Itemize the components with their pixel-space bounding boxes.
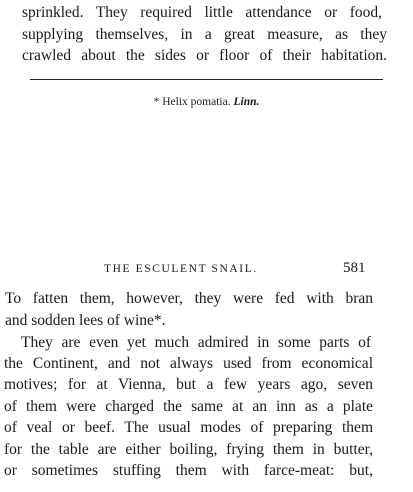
body-line-7: of veal or beef. The usual modes of preparing them (4, 419, 373, 436)
footnote-author: Linn. (233, 96, 260, 108)
upper-text-line-3: crawled about the sides or floor of their habitation. (22, 47, 387, 64)
body-line-8: for the table are either boiling, frying them in butter, (4, 441, 373, 458)
body-line-1: To fatten them, however, they were fed with bran (5, 290, 373, 307)
body-line-3: They are even yet much admired in some parts of (21, 334, 371, 351)
body-line-4: the Continent, and not always used from economical (4, 355, 373, 372)
upper-text-line-1: sprinkled. They required little attendance or food, (22, 4, 382, 21)
running-head: THE ESCULENT SNAIL. (104, 263, 258, 275)
footnote-divider-rule (30, 79, 383, 80)
body-line-6: of them were charged the same at an inn as a plate (4, 398, 373, 415)
upper-text-line-2: supplying themselves, in a great measure, as they (22, 26, 387, 43)
body-line-2: and sodden lees of wine*. (5, 312, 166, 329)
page-number: 581 (343, 260, 366, 276)
body-line-5: motives; for at Vienna, but a few years ago, seven (4, 376, 373, 393)
footnote-text: * Helix pomatia. (153, 96, 231, 108)
footnote (0, 95, 413, 109)
body-line-9: or sometimes stuffing them with farce-meat: but, (4, 462, 373, 479)
